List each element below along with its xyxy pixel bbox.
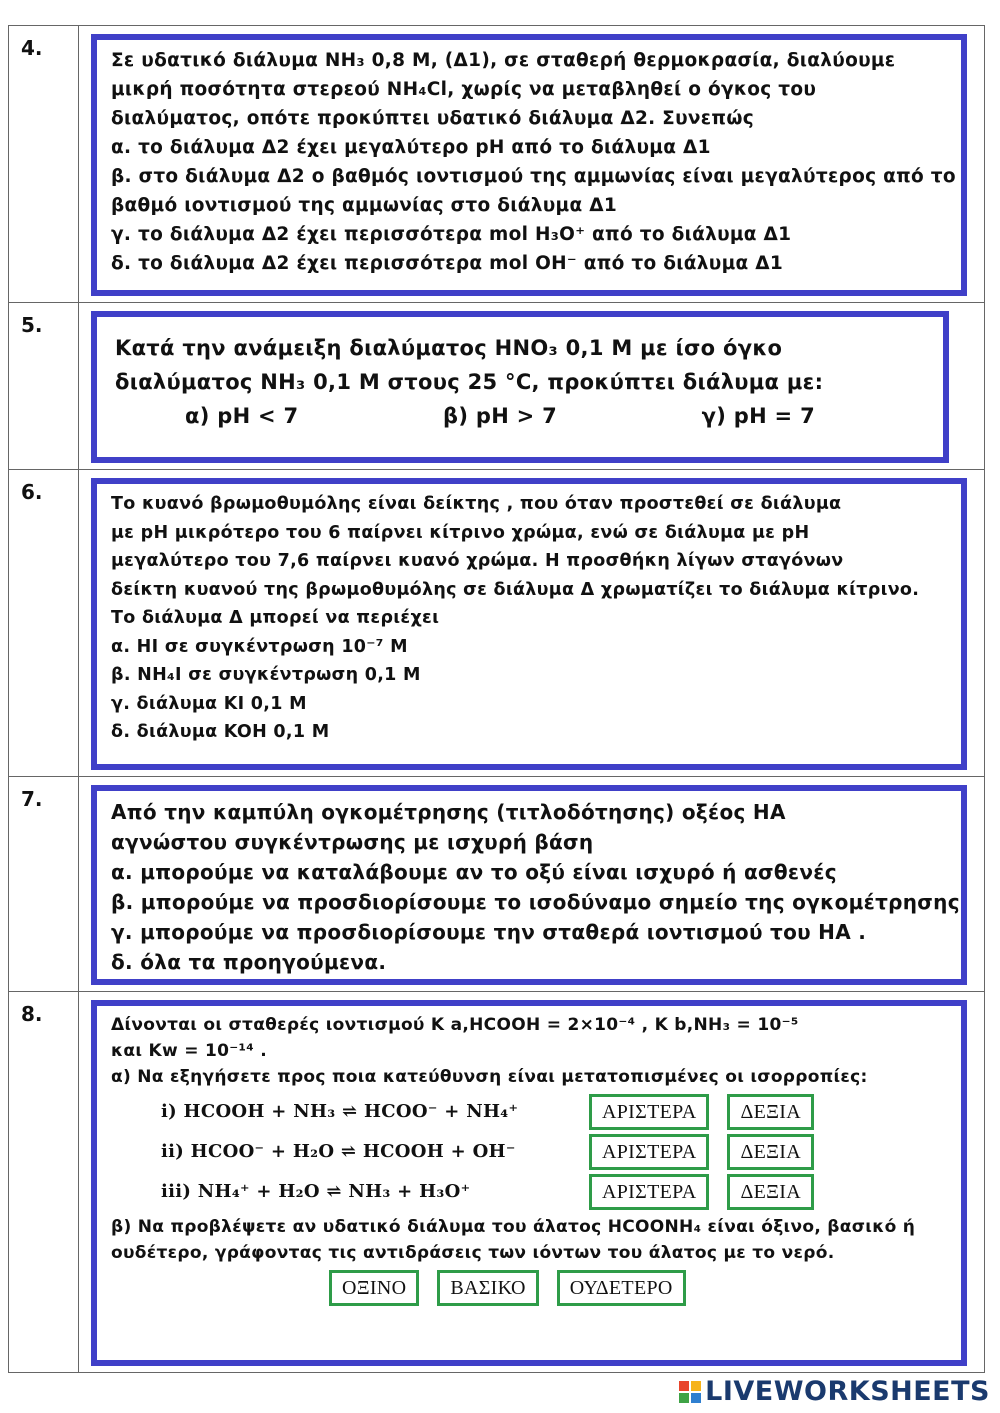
right-choice-button[interactable]: ΔΕΞΙΑ <box>727 1094 814 1130</box>
acidic-choice-button[interactable]: ΟΞΙΝΟ <box>329 1270 419 1306</box>
question-number: 7. <box>9 777 79 992</box>
q7-option-c[interactable]: γ. μπορούμε να προσδιορίσουμε την σταθερά ιοντισμού του HA . <box>111 920 867 944</box>
q6-option-c[interactable]: γ. διάλυμα KI 0,1 M <box>111 693 307 714</box>
question-number: 4. <box>9 26 79 303</box>
right-choice-button[interactable]: ΔΕΞΙΑ <box>727 1134 814 1170</box>
q8-equation-row <box>111 1174 949 1210</box>
q5-option-b[interactable]: β) pH > 7 <box>443 404 558 428</box>
worksheet-table <box>8 25 985 1373</box>
left-choice-button[interactable]: ΑΡΙΣΤΕΡΑ <box>589 1094 709 1130</box>
q6-line: μεγαλύτερο του 7,6 παίρνει κυανό χρώμα. Η προσθήκη λίγων σταγόνων <box>111 551 844 571</box>
question-row-7 <box>9 777 985 992</box>
q4-line: Σε υδατικό διάλυμα NH₃ 0,8 M, (Δ1), σε σταθερή θερμοκρασία, διαλύουμε <box>111 50 896 71</box>
q5-line: διαλύματος NH₃ 0,1 M στους 25 °C, προκύπτει διάλυμα με: <box>115 370 824 394</box>
question-box-6 <box>91 478 967 770</box>
question-row-6 <box>9 470 985 777</box>
q7-line: Από την καμπύλη ογκομέτρησης (τιτλοδότησης) οξέος HA <box>111 800 786 824</box>
question-box-7 <box>91 785 967 985</box>
left-choice-button[interactable]: ΑΡΙΣΤΕΡΑ <box>589 1174 709 1210</box>
q6-line: με pH μικρότερο του 6 παίρνει κίτρινο χρώμα, ενώ σε διάλυμα με pH <box>111 522 810 543</box>
q5-line: Κατά την ανάμειξη διαλύματος HNO₃ 0,1 M με ίσο όγκο <box>115 336 783 360</box>
question-number: 6. <box>9 470 79 777</box>
q6-line: Το διάλυμα Δ μπορεί να περιέχει <box>111 608 440 628</box>
question-row-4 <box>9 26 985 303</box>
question-number: 5. <box>9 303 79 470</box>
q6-line: δείκτη κυανού της βρωμοθυμόλης σε διάλυμα Δ χρωματίζει το διάλυμα κίτρινο. <box>111 579 920 600</box>
question-box-5 <box>91 311 949 463</box>
q6-option-d[interactable]: δ. διάλυμα KOH 0,1 M <box>111 722 330 742</box>
liveworksheets-logo <box>679 1376 990 1407</box>
neutral-choice-button[interactable]: ΟΥΔΕΤΕΡΟ <box>557 1270 686 1306</box>
q7-option-a[interactable]: α. μπορούμε να καταλάβουμε αν το οξύ είναι ισχυρό ή ασθενές <box>111 860 837 884</box>
q4-line: μικρή ποσότητα στερεού NH₄Cl, χωρίς να μεταβληθεί ο όγκος του <box>111 79 817 100</box>
q6-line: Το κυανό βρωμοθυμόλης είναι δείκτης , που όταν προστεθεί σε διάλυμα <box>111 494 842 514</box>
q4-line: βαθμό ιοντισμού της αμμωνίας στο διάλυμα Δ1 <box>111 195 617 216</box>
question-box-4 <box>91 34 967 296</box>
question-row-8 <box>9 992 985 1373</box>
equation-label: i) HCOOH + NH₃ ⇌ HCOO⁻ + NH₄⁺ <box>161 1101 519 1122</box>
q5-option-c[interactable]: γ) pH = 7 <box>701 404 815 428</box>
q6-option-b[interactable]: β. NH₄I σε συγκέντρωση 0,1 M <box>111 665 421 685</box>
left-choice-button[interactable]: ΑΡΙΣΤΕΡΑ <box>589 1134 709 1170</box>
logo-text: LIVEWORKSHEETS <box>705 1376 990 1407</box>
right-choice-button[interactable]: ΔΕΞΙΑ <box>727 1174 814 1210</box>
logo-icon <box>679 1381 701 1403</box>
equation-label: iii) NH₄⁺ + H₂O ⇌ NH₃ + H₃O⁺ <box>161 1181 471 1202</box>
q7-option-d[interactable]: δ. όλα τα προηγούμενα. <box>111 950 387 974</box>
q4-option-b[interactable]: β. στο διάλυμα Δ2 ο βαθμός ιοντισμού της αμμωνίας είναι μεγαλύτερος από το <box>111 166 956 187</box>
q4-line: διαλύματος, οπότε προκύπτει υδατικό διάλυμα Δ2. Συνεπώς <box>111 108 754 129</box>
q8-part-b: β) Να προβλέψετε αν υδατικό διάλυμα του άλατος HCOONH₄ είναι όξινο, βασικό ή ουδέτερο, γράφοντας τις αντιδράσεις των ιόντων του άλατος με το νερό. <box>111 1217 916 1263</box>
equation-label: ii) HCOO⁻ + H₂O ⇌ HCOOH + OH⁻ <box>161 1141 516 1162</box>
q8-equation-row <box>111 1134 949 1170</box>
q7-line: αγνώστου συγκέντρωσης με ισχυρή βάση <box>111 830 594 854</box>
q8-intro: και Kw = 10⁻¹⁴ . <box>111 1041 267 1061</box>
q4-option-c[interactable]: γ. το διάλυμα Δ2 έχει περισσότερα mol H₃O⁺ από το διάλυμα Δ1 <box>111 224 792 245</box>
basic-choice-button[interactable]: ΒΑΣΙΚΟ <box>437 1270 538 1306</box>
question-row-5 <box>9 303 985 470</box>
q4-option-d[interactable]: δ. το διάλυμα Δ2 έχει περισσότερα mol OH⁻ από το διάλυμα Δ1 <box>111 253 784 274</box>
question-box-8 <box>91 1000 967 1366</box>
q4-option-a[interactable]: α. το διάλυμα Δ2 έχει μεγαλύτερο pH από το διάλυμα Δ1 <box>111 137 711 158</box>
q8-part-a: α) Να εξηγήσετε προς ποια κατεύθυνση είναι μετατοπισμένες οι ισορροπίες: <box>111 1067 868 1087</box>
q5-option-a[interactable]: α) pH < 7 <box>185 404 299 428</box>
q8-equation-row <box>111 1094 949 1130</box>
q6-option-a[interactable]: α. HI σε συγκέντρωση 10⁻⁷ M <box>111 636 408 657</box>
question-number: 8. <box>9 992 79 1373</box>
q5-options <box>115 399 925 433</box>
q8-intro: Δίνονται οι σταθερές ιοντισμού K a,HCOOH = 2×10⁻⁴ , K b,NH₃ = 10⁻⁵ <box>111 1015 799 1035</box>
q7-option-b[interactable]: β. μπορούμε να προσδιορίσουμε το ισοδύναμο σημείο της ογκομέτρησης <box>111 890 960 914</box>
q8-choices <box>111 1270 949 1306</box>
